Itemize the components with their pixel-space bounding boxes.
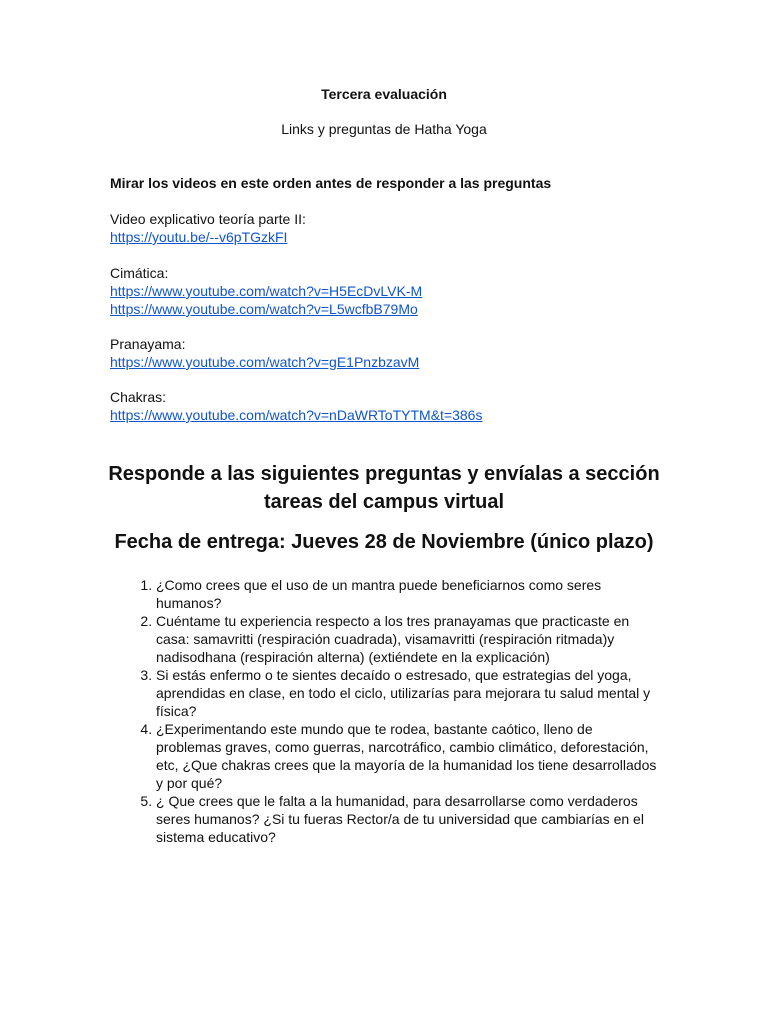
question-item: 2. Cuéntame tu experiencia respecto a los tres pranayamas que practicaste en casa: samavritti (respiración cuadrada), visamavritti (respiración ritmada)y nadisodhana (respiración alterna) (extiéndete en la explicación) — [156, 612, 660, 666]
document-title: Tercera evaluación — [321, 86, 447, 102]
deadline-heading: Fecha de entrega: Jueves 28 de Noviembre (único plazo) — [114, 531, 654, 553]
video-group-label: Video explicativo teoría parte II: — [110, 211, 306, 227]
video-link[interactable]: https://www.youtube.com/watch?v=H5EcDvLVK-M — [110, 283, 423, 299]
question-item: 1. ¿Como crees que el uso de un mantra puede beneficiarnos como seres humanos? — [156, 576, 660, 612]
video-group-cimatica — [110, 264, 422, 318]
video-link[interactable]: https://youtu.be/--v6pTGzkFI — [110, 229, 288, 245]
questions-list — [110, 576, 660, 846]
video-group-teoria — [110, 210, 306, 246]
respond-heading: Responde a las siguientes preguntas y envíalas a sección tareas del campus virtual — [108, 463, 660, 513]
question-item: 3. Si estás enfermo o te sientes decaído o estresado, que estrategias del yoga, aprendidas en clase, en todo el ciclo, utilizarías para mejorara tu salud mental y física? — [156, 666, 660, 720]
video-group-chakras — [110, 388, 482, 424]
instructions-heading: Mirar los videos en este orden antes de responder a las preguntas — [110, 175, 552, 191]
question-item: 4. ¿Experimentando este mundo que te rodea, bastante caótico, lleno de problemas graves, como guerras, narcotráfico, cambio climático, deforestación, etc, ¿Que chakras crees que la mayoría de la humanidad los tiene desarrollados y por qué? — [156, 720, 660, 792]
video-group-label: Pranayama: — [110, 336, 186, 352]
video-link[interactable]: https://www.youtube.com/watch?v=L5wcfbB79Mo — [110, 301, 418, 317]
video-link[interactable]: https://www.youtube.com/watch?v=gE1PnzbzavM — [110, 354, 420, 370]
question-item: 5. ¿ Que crees que le falta a la humanidad, para desarrollarse como verdaderos seres humanos? ¿Si tu fueras Rector/a de tu universidad que cambiarías en el sistema educativo? — [156, 792, 660, 846]
video-group-pranayama — [110, 335, 419, 371]
video-group-label: Cimática: — [110, 265, 169, 281]
video-link[interactable]: https://www.youtube.com/watch?v=nDaWRToTYTM&t=386s — [110, 407, 483, 423]
video-group-label: Chakras: — [110, 389, 167, 405]
document-subtitle: Links y preguntas de Hatha Yoga — [281, 121, 487, 137]
